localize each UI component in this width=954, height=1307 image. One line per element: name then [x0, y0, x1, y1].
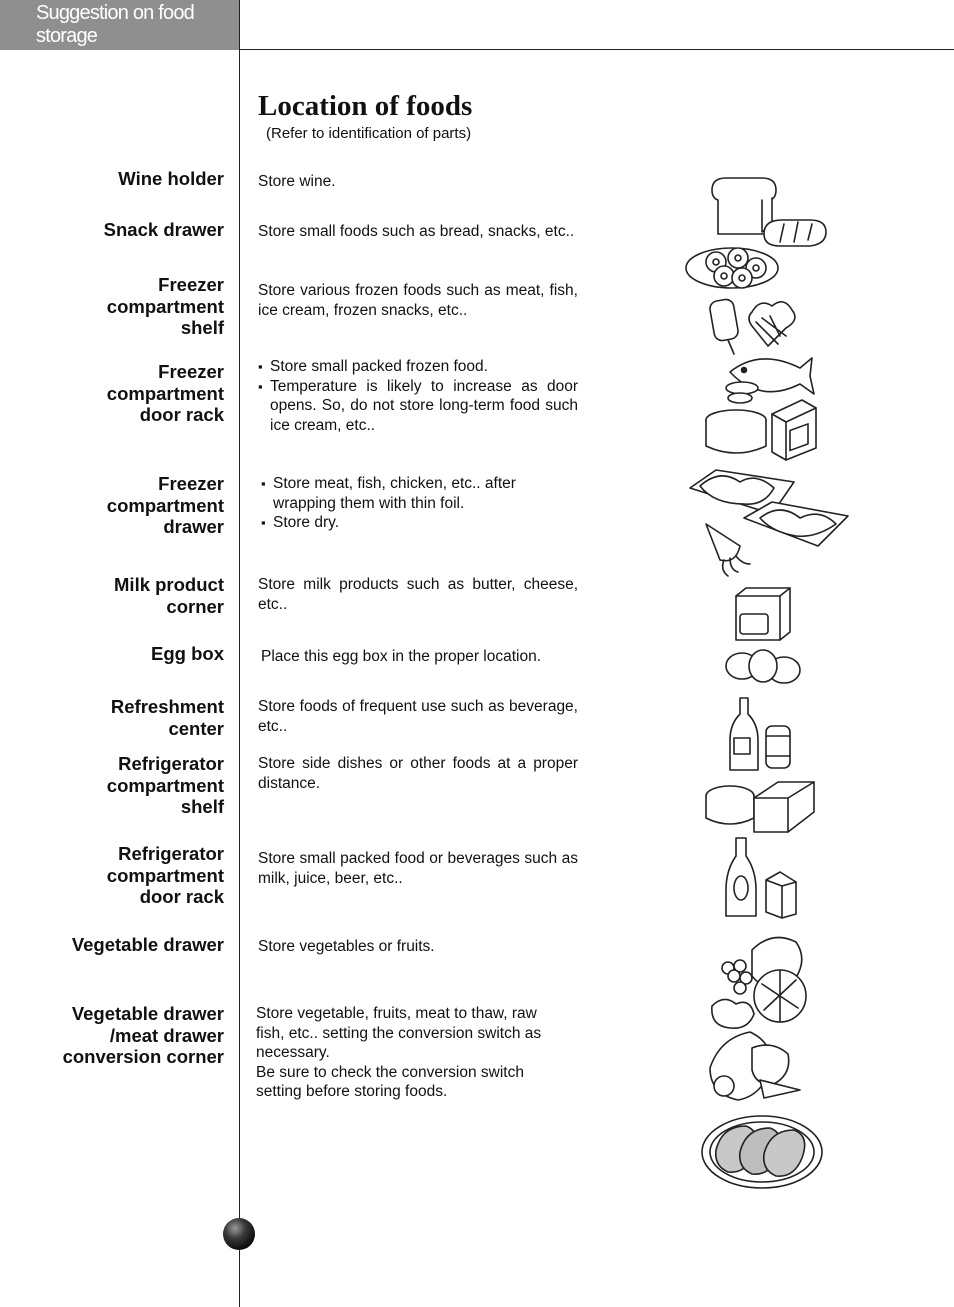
vegetables-icon — [710, 1032, 800, 1100]
page-marker-ball — [223, 1218, 255, 1250]
desc-conversion-note: Be sure to check the conversion switch setting before storing foods. — [256, 1063, 524, 1100]
label-egg-box: Egg box — [151, 643, 224, 664]
page-title: Location of foods — [258, 90, 473, 122]
butter-cheese-icon — [736, 588, 790, 640]
label-freezer-shelf: Freezer compartment shelf — [106, 274, 224, 338]
header-rule — [239, 49, 954, 50]
bullet-item: ▪ Store dry. — [261, 513, 551, 533]
eggs-icon — [726, 650, 800, 683]
page-subtitle: (Refer to identification of parts) — [266, 125, 472, 142]
desc-conversion-corner — [256, 1004, 566, 1102]
fruits-icon — [712, 938, 806, 1029]
label-fridge-door-rack: Refrigerator compartment door rack — [106, 843, 224, 907]
label-fridge-shelf: Refrigerator compartment shelf — [106, 753, 224, 817]
bullet-item: ▪ Store small packed frozen food. — [258, 357, 578, 377]
milk-bottle-icon — [726, 838, 796, 918]
squid-icon — [706, 524, 750, 576]
desc-egg-box: Place this egg box in the proper location. — [261, 648, 542, 665]
desc-conversion-text: Store vegetable, fruits, meat to thaw, raw fish, etc.. setting the conversion switch as necessary. — [256, 1005, 542, 1061]
desc-milk-product-corner: Store milk products such as butter, cheese, etc.. — [258, 576, 578, 613]
desc-fridge-shelf: Store side dishes or other foods at a proper distance. — [258, 755, 578, 792]
desc-vegetable-drawer: Store vegetables or fruits. — [258, 938, 435, 955]
desc-snack-drawer: Store small foods such as bread, snacks, etc.. — [258, 223, 575, 240]
fish-icon — [726, 358, 814, 403]
donuts-icon — [686, 248, 778, 288]
label-conversion-corner: Vegetable drawer /meat drawer conversion corner — [62, 1003, 224, 1067]
desc-wine-holder: Store wine. — [258, 173, 336, 190]
desc-fridge-door-rack: Store small packed food or beverages such as milk, juice, beer, etc.. — [258, 850, 578, 887]
food-containers-icon — [706, 782, 814, 832]
label-milk-product-corner: Milk product corner — [114, 574, 224, 617]
label-freezer-drawer: Freezer compartment drawer — [106, 473, 224, 537]
frozen-food-box-icon — [706, 400, 816, 460]
bullet-item: ▪ Store meat, fish, chicken, etc.. after wrapping them with thin foil. — [261, 474, 551, 513]
desc-refreshment-center: Store foods of frequent use such as beverage, etc.. — [258, 698, 578, 735]
food-illustrations — [680, 170, 860, 1200]
bread-icon — [712, 178, 826, 246]
meat-plate-icon — [702, 1116, 822, 1188]
ice-cream-icon — [709, 298, 795, 354]
label-refreshment-center: Refreshment center — [110, 696, 224, 739]
label-snack-drawer: Snack drawer — [103, 219, 224, 240]
bullet-item: ▪ Temperature is likely to increase as door opens. So, do not store long-term food such ice cream, etc.. — [258, 377, 578, 436]
desc-freezer-shelf: Store various frozen foods such as meat, fish, ice cream, frozen snacks, etc.. — [258, 282, 578, 319]
label-freezer-door-rack: Freezer compartment door rack — [106, 361, 224, 425]
section-tab: Suggestion on food storage — [0, 0, 239, 50]
label-wine-holder: Wine holder — [118, 168, 224, 189]
desc-freezer-door-rack — [258, 357, 578, 435]
label-vegetable-drawer: Vegetable drawer — [71, 934, 224, 955]
beverage-bottle-icon — [730, 698, 790, 770]
desc-freezer-drawer — [261, 474, 551, 533]
margin-rule — [239, 0, 240, 1307]
